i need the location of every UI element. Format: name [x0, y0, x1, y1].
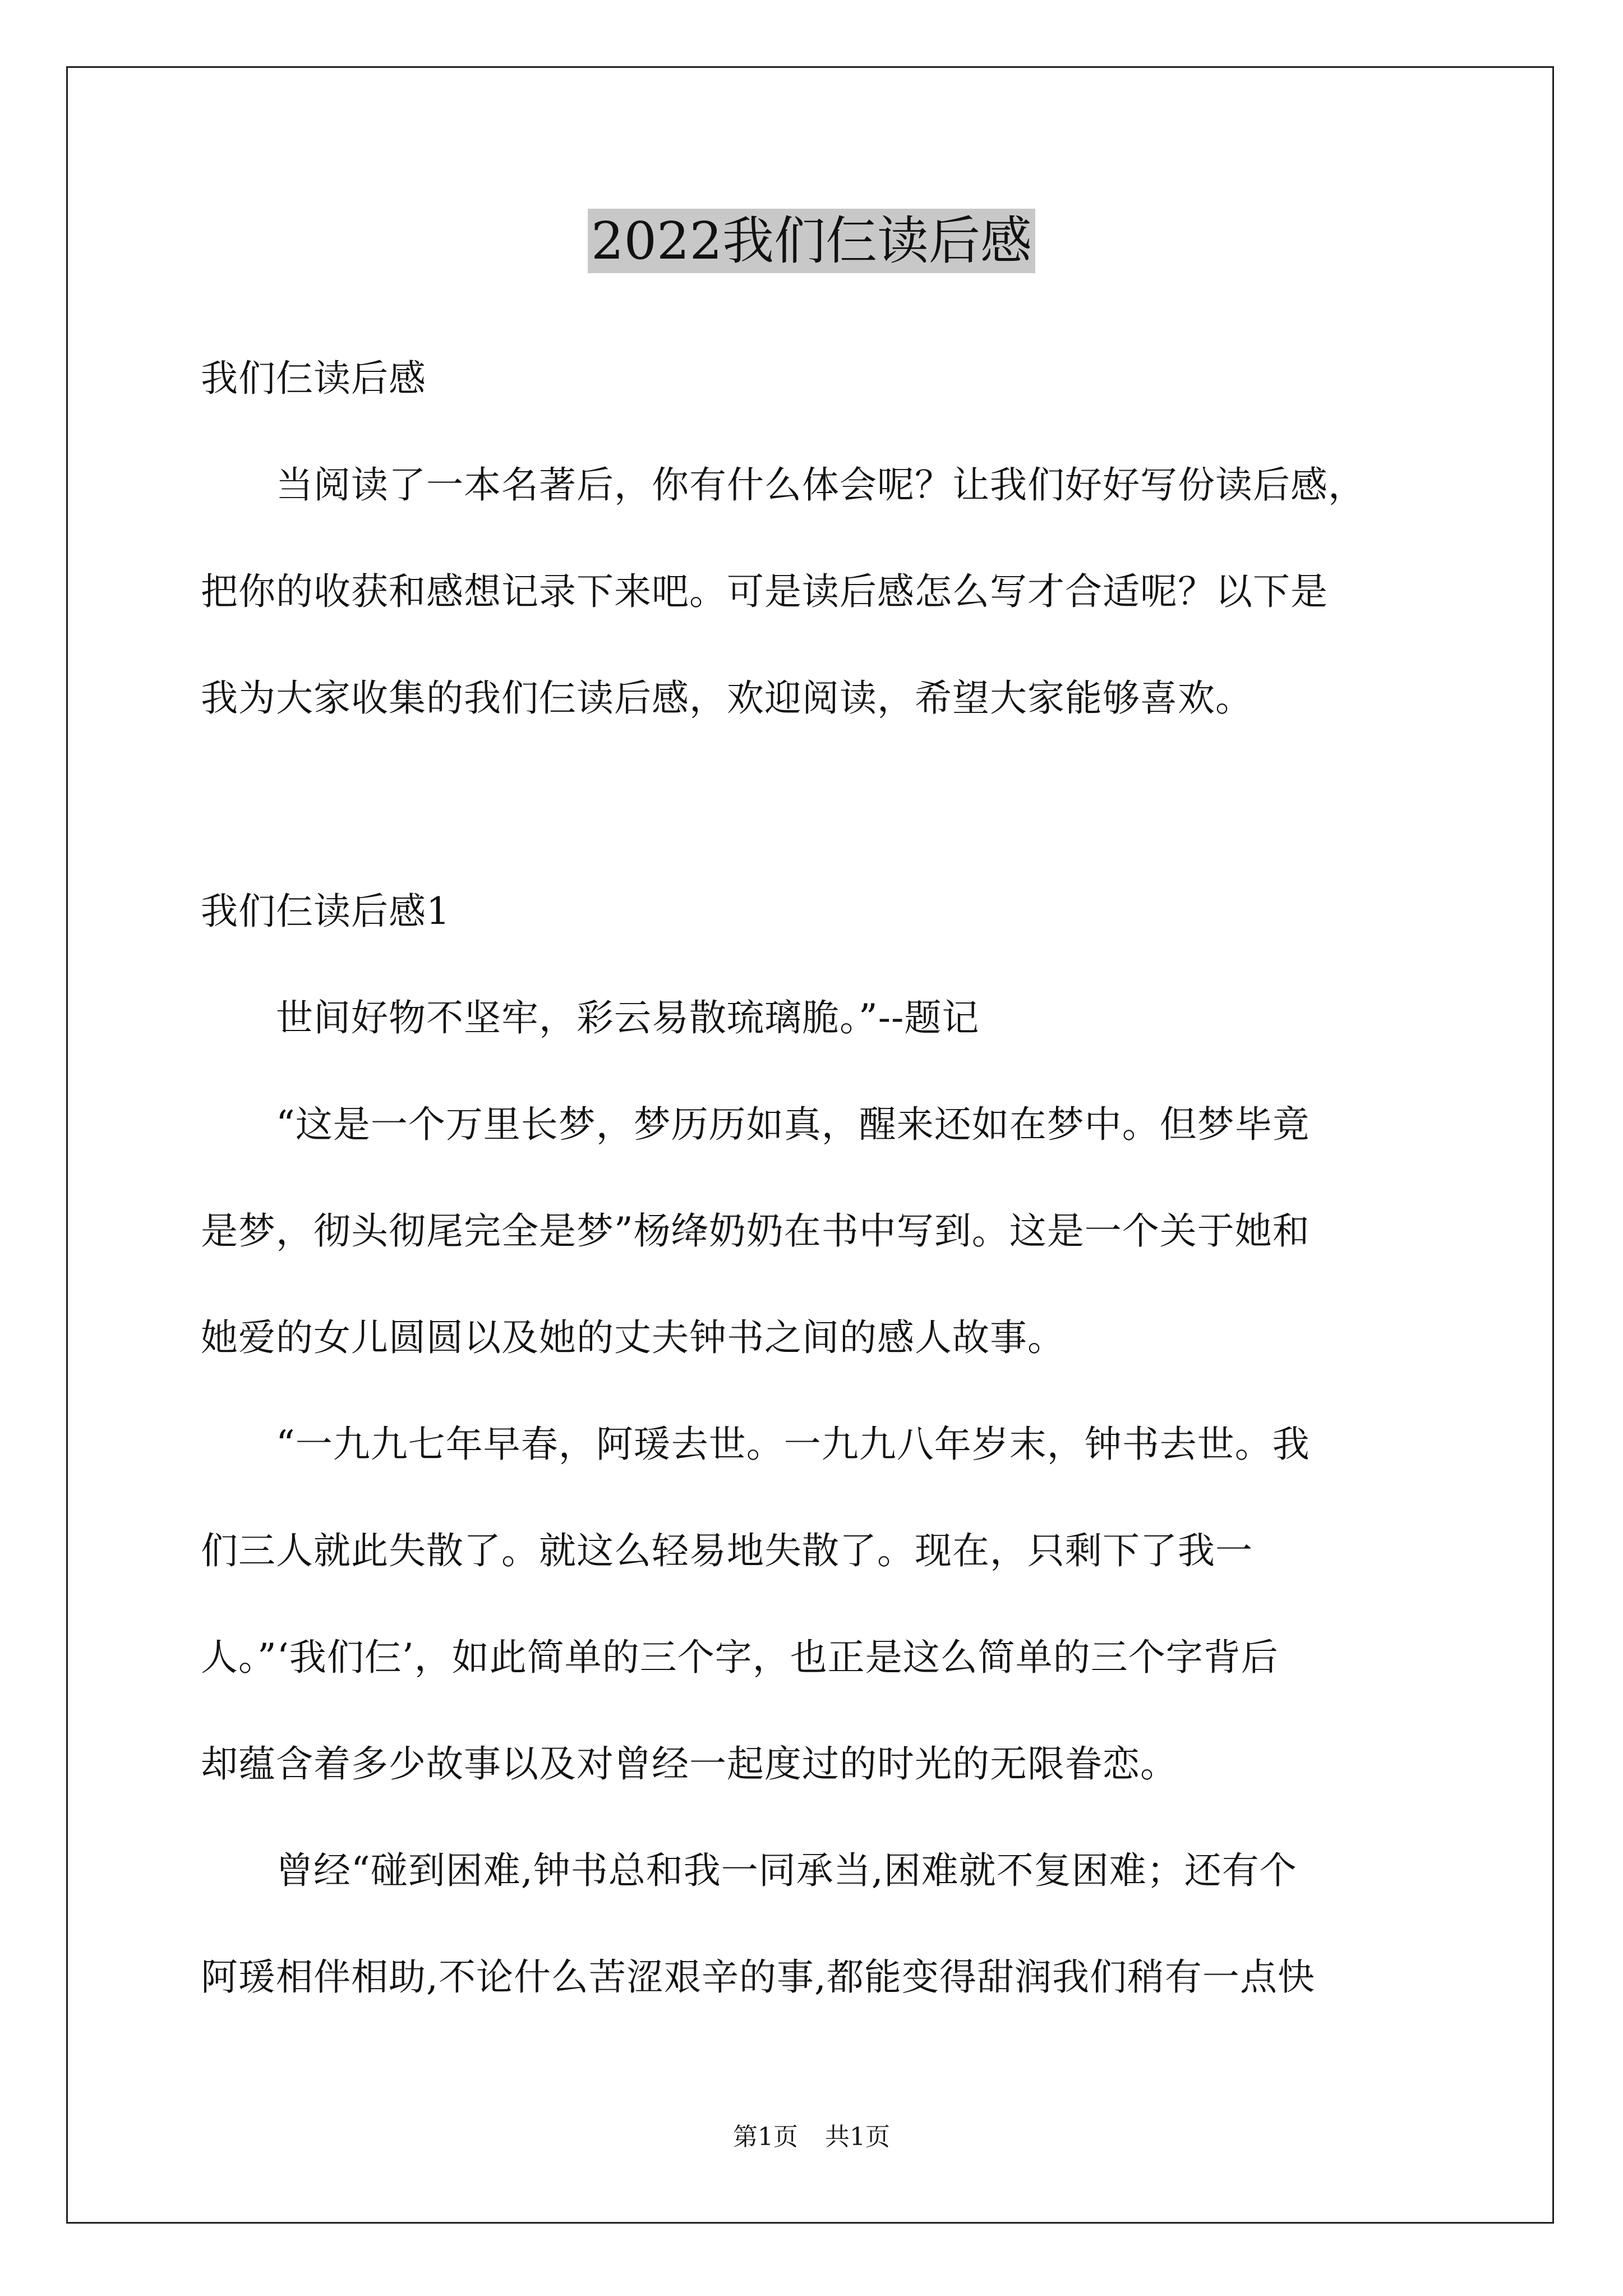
paragraph-line: 曾经“碰到困难,钟书总和我一同承当,困难就不复困难；还有个 [201, 1849, 1297, 1892]
page-number: 第1页 [733, 2123, 798, 2151]
paragraph-line: “一九九七年早春，阿瑗去世。一九九八年岁末，钟书去世。我 [201, 1423, 1310, 1466]
paragraph-line: 她爱的女儿圆圆以及她的丈夫钟书之间的感人故事。 [201, 1316, 1065, 1359]
paragraph-line: 人。”‘我们仨’，如此简单的三个字，也正是这么简单的三个字背后 [201, 1636, 1279, 1679]
paragraph-line: 我为大家收集的我们仨读后感，欢迎阅读，希望大家能够喜欢。 [201, 677, 1253, 720]
page-total: 共1页 [825, 2123, 890, 2151]
paragraph-line: “这是一个万里长梦，梦历历如真，醒来还如在梦中。但梦毕竟 [201, 1103, 1310, 1146]
section-heading: 我们仨读后感1 [201, 890, 450, 933]
paragraph-line: 阿瑗相伴相助,不论什么苦涩艰辛的事,都能变得甜润我们稍有一点快 [201, 1955, 1315, 1999]
paragraph-line: 世间好物不坚牢，彩云易散琉璃脆。”--题记 [201, 996, 980, 1039]
paragraph-line: 把你的收获和感想记录下来吧。可是读后感怎么写才合适呢？以下是 [201, 570, 1328, 613]
paragraph-line: 却蕴含着多少故事以及对曾经一起度过的时光的无限眷恋。 [201, 1742, 1178, 1786]
document-title-text: 2022我们仨读后感 [588, 209, 1035, 273]
page-footer [0, 2120, 1623, 2154]
document-title [0, 208, 1623, 275]
paragraph-line: 们三人就此失散了。就这么轻易地失散了。现在，只剩下了我一 [201, 1529, 1253, 1572]
paragraph-line: 当阅读了一本名著后，你有什么体会呢？让我们好好写份读后感， [201, 463, 1366, 507]
subtitle-line: 我们仨读后感 [201, 357, 426, 400]
paragraph-line: 是梦，彻头彻尾完全是梦”杨绛奶奶在书中写到。这是一个关于她和 [201, 1209, 1310, 1253]
